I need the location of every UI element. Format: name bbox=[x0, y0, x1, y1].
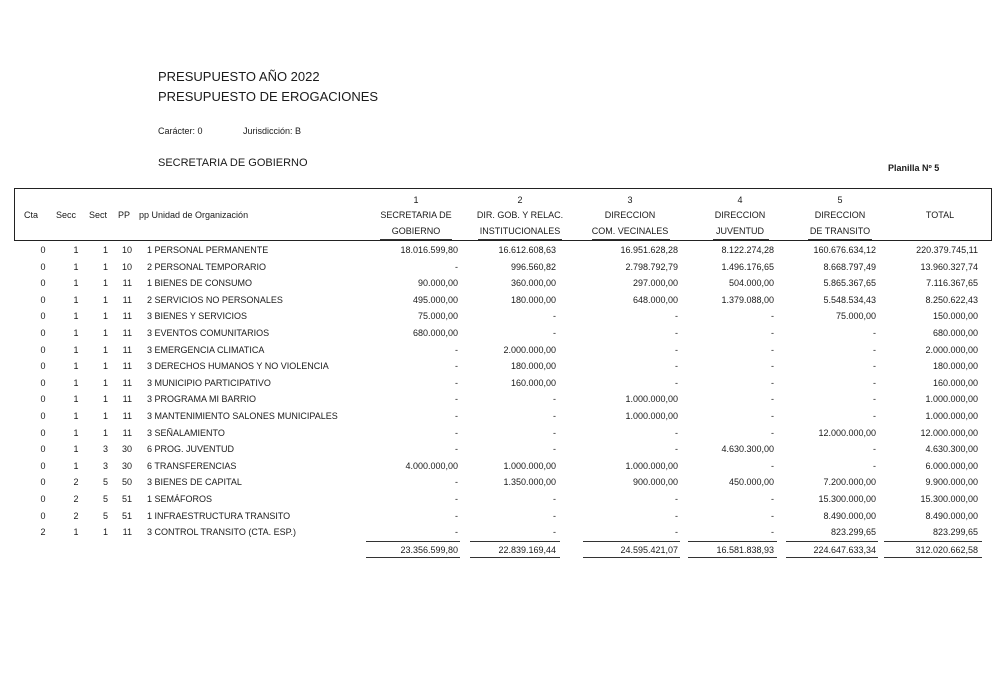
cell-total: 13.960.327,74 bbox=[920, 261, 978, 272]
cell-col4: - bbox=[771, 311, 774, 322]
cell-sect: 1 bbox=[102, 328, 108, 338]
cell-total: 8.490.000,00 bbox=[925, 510, 978, 521]
cell-col4: - bbox=[771, 344, 774, 355]
cell-col5: - bbox=[873, 377, 876, 388]
cell-total: 823.299,65 bbox=[932, 527, 978, 538]
cell-unidad: 3 MANTENIMIENTO SALONES MUNICIPALES bbox=[147, 411, 338, 421]
cell-cta: 2 bbox=[40, 527, 46, 538]
cell-total: 680.000,00 bbox=[932, 328, 978, 338]
cell-col2: 2.000.000,00 bbox=[503, 344, 556, 355]
cell-sect: 1 bbox=[102, 377, 108, 388]
col4-underline bbox=[713, 239, 769, 240]
cell-unidad: 1 PERSONAL PERMANENTE bbox=[147, 245, 269, 255]
cell-cta: 0 bbox=[40, 477, 46, 488]
cell-col1: - bbox=[455, 377, 458, 388]
cell-unidad: 2 SERVICIOS NO PERSONALES bbox=[147, 294, 283, 305]
cell-pp: 11 bbox=[122, 278, 132, 289]
total-bottom-line bbox=[786, 557, 878, 558]
total-top-line bbox=[470, 541, 560, 542]
col5-underline bbox=[808, 239, 872, 240]
cell-pp: 11 bbox=[122, 377, 132, 388]
cell-col5: - bbox=[873, 328, 876, 338]
cell-pp: 30 bbox=[121, 460, 132, 471]
cell-col3: - bbox=[675, 527, 678, 538]
col5-line2: DE TRANSITO bbox=[809, 226, 871, 236]
cell-col2: - bbox=[553, 394, 556, 405]
cell-col2: - bbox=[553, 527, 556, 538]
cell-total: 4.630.300,00 bbox=[925, 444, 978, 455]
cell-pp: 51 bbox=[121, 510, 132, 521]
cell-cta: 0 bbox=[40, 394, 46, 405]
cell-cta: 0 bbox=[40, 245, 46, 255]
cell-col1: 90.000,00 bbox=[417, 278, 458, 289]
cell-col4: 8.122.274,28 bbox=[721, 245, 774, 255]
col3-line2: COM. VECINALES bbox=[591, 226, 669, 236]
cell-unidad: 6 TRANSFERENCIAS bbox=[147, 460, 237, 471]
cell-secc: 2 bbox=[73, 510, 79, 521]
cell-pp: 10 bbox=[121, 245, 132, 255]
col-unidad: pp Unidad de Organización bbox=[139, 210, 249, 220]
cell-col4: - bbox=[771, 361, 774, 372]
cell-col2: - bbox=[553, 494, 556, 504]
cell-col5: 8.490.000,00 bbox=[823, 510, 876, 521]
cell-col4: - bbox=[771, 494, 774, 504]
cell-col4: 1.496.176,65 bbox=[721, 261, 774, 272]
total-top-line bbox=[583, 541, 680, 542]
cell-col2: - bbox=[553, 411, 556, 421]
cell-col3: 297.000,00 bbox=[632, 278, 678, 289]
cell-col4: - bbox=[771, 328, 774, 338]
cell-col3: - bbox=[675, 361, 678, 372]
cell-secc: 1 bbox=[73, 444, 79, 455]
total-top-line bbox=[786, 541, 878, 542]
cell-sect: 3 bbox=[102, 444, 108, 455]
cell-sect: 1 bbox=[102, 245, 108, 255]
cell-secc: 1 bbox=[73, 361, 79, 372]
document-title: PRESUPUESTO AÑO 2022 bbox=[158, 69, 320, 84]
cell-col3: - bbox=[675, 328, 678, 338]
total-top-line bbox=[884, 541, 982, 542]
cell-total: 15.300.000,00 bbox=[920, 494, 978, 504]
col1-line2: GOBIERNO bbox=[391, 226, 441, 236]
cell-col5: - bbox=[873, 394, 876, 405]
cell-sect: 1 bbox=[102, 278, 108, 289]
col-sect: Sect bbox=[89, 210, 108, 220]
cell-total: 8.250.622,43 bbox=[925, 294, 978, 305]
cell-secc: 1 bbox=[73, 278, 79, 289]
cell-col1: 75.000,00 bbox=[417, 311, 458, 322]
cell-sect: 5 bbox=[102, 477, 108, 488]
total-bottom-line bbox=[470, 557, 560, 558]
cell-col1: - bbox=[455, 361, 458, 372]
cell-secc: 1 bbox=[73, 411, 79, 421]
cell-col3: 16.951.628,28 bbox=[620, 245, 678, 255]
total-top-line bbox=[366, 541, 460, 542]
cell-col1: 4.000.000,00 bbox=[405, 460, 458, 471]
cell-col5: - bbox=[873, 344, 876, 355]
cell-cta: 0 bbox=[40, 510, 46, 521]
col2-line1: DIR. GOB. Y RELAC. bbox=[476, 210, 564, 220]
col-secc: Secc bbox=[56, 210, 77, 220]
cell-unidad: 3 EVENTOS COMUNITARIOS bbox=[147, 328, 270, 338]
cell-col4: 504.000,00 bbox=[728, 278, 774, 289]
cell-col5: 15.300.000,00 bbox=[818, 494, 876, 504]
cell-total: 7.116.367,65 bbox=[926, 278, 978, 289]
cell-col5: - bbox=[873, 361, 876, 372]
total-value: 22.839.169,44 bbox=[498, 545, 556, 555]
cell-col3: - bbox=[675, 427, 678, 438]
cell-unidad: 3 MUNICIPIO PARTICIPATIVO bbox=[147, 377, 271, 388]
total-bottom-line bbox=[583, 557, 680, 558]
cell-col5: 75.000,00 bbox=[835, 311, 876, 322]
cell-col4: 1.379.088,00 bbox=[721, 294, 774, 305]
col2-underline bbox=[478, 239, 562, 240]
cell-sect: 1 bbox=[102, 294, 108, 305]
cell-col2: 160.000,00 bbox=[510, 377, 556, 388]
total-bottom-line bbox=[884, 557, 982, 558]
cell-total: 12.000.000,00 bbox=[920, 427, 978, 438]
planilla-label: Planilla Nº 5 bbox=[888, 163, 940, 173]
col-pp: PP bbox=[118, 210, 131, 220]
cell-secc: 1 bbox=[73, 311, 79, 322]
cell-sect: 1 bbox=[102, 311, 108, 322]
cell-pp: 51 bbox=[121, 494, 132, 504]
cell-col3: - bbox=[675, 377, 678, 388]
cell-cta: 0 bbox=[40, 328, 46, 338]
cell-col5: 5.865.367,65 bbox=[823, 278, 876, 289]
cell-col4: - bbox=[771, 377, 774, 388]
col1-underline bbox=[380, 239, 452, 240]
cell-total: 1.000.000,00 bbox=[925, 411, 978, 421]
col2-number: 2 bbox=[517, 195, 523, 205]
cell-col3: 1.000.000,00 bbox=[625, 411, 678, 421]
cell-cta: 0 bbox=[40, 311, 46, 322]
cell-col3: - bbox=[675, 494, 678, 504]
col3-underline bbox=[592, 239, 670, 240]
cell-unidad: 1 BIENES DE CONSUMO bbox=[147, 278, 253, 289]
cell-cta: 0 bbox=[40, 427, 46, 438]
col4-line2: JUVENTUD bbox=[715, 226, 764, 236]
cell-col1: - bbox=[455, 477, 458, 488]
cell-pp: 30 bbox=[121, 444, 132, 455]
cell-col1: - bbox=[455, 427, 458, 438]
cell-col4: - bbox=[771, 411, 774, 421]
cell-col2: - bbox=[553, 328, 556, 338]
col4-number: 4 bbox=[737, 195, 743, 205]
cell-secc: 1 bbox=[73, 460, 79, 471]
cell-col5: 12.000.000,00 bbox=[818, 427, 876, 438]
cell-unidad: 3 DERECHOS HUMANOS Y NO VIOLENCIA bbox=[147, 361, 329, 372]
cell-col2: - bbox=[553, 510, 556, 521]
total-value: 23.356.599,80 bbox=[400, 545, 458, 555]
cell-secc: 1 bbox=[73, 328, 79, 338]
cell-unidad: 3 BIENES Y SERVICIOS bbox=[147, 311, 248, 322]
cell-secc: 2 bbox=[73, 494, 79, 504]
cell-secc: 1 bbox=[73, 394, 79, 405]
cell-pp: 10 bbox=[121, 261, 132, 272]
cell-sect: 1 bbox=[102, 261, 108, 272]
cell-col4: - bbox=[771, 427, 774, 438]
cell-col3: 2.798.792,79 bbox=[625, 261, 678, 272]
cell-unidad: 3 PROGRAMA MI BARRIO bbox=[147, 394, 257, 405]
cell-col5: 8.668.797,49 bbox=[823, 261, 876, 272]
cell-col5: 5.548.534,43 bbox=[823, 294, 876, 305]
cell-cta: 0 bbox=[40, 377, 46, 388]
cell-unidad: 1 SEMÁFOROS bbox=[147, 494, 213, 504]
cell-unidad: 3 EMERGENCIA CLIMATICA bbox=[147, 344, 265, 355]
cell-col4: 450.000,00 bbox=[728, 477, 774, 488]
table-right-border bbox=[991, 188, 992, 240]
cell-col2: 1.000.000,00 bbox=[503, 460, 556, 471]
cell-col5: 7.200.000,00 bbox=[823, 477, 876, 488]
cell-col1: - bbox=[455, 411, 458, 421]
cell-pp: 11 bbox=[122, 394, 132, 405]
cell-col4: 4.630.300,00 bbox=[721, 444, 774, 455]
cell-col3: 1.000.000,00 bbox=[625, 460, 678, 471]
cell-unidad: 3 CONTROL TRANSITO (CTA. ESP.) bbox=[147, 527, 297, 538]
cell-secc: 1 bbox=[73, 294, 79, 305]
cell-unidad: 3 SEÑALAMIENTO bbox=[147, 427, 225, 438]
cell-cta: 0 bbox=[40, 361, 46, 372]
col2-line2: INSTITUCIONALES bbox=[479, 226, 561, 236]
cell-sect: 1 bbox=[102, 394, 108, 405]
cell-cta: 0 bbox=[40, 344, 46, 355]
cell-secc: 1 bbox=[73, 245, 79, 255]
cell-cta: 0 bbox=[40, 261, 46, 272]
cell-col5: - bbox=[873, 460, 876, 471]
jurisdiccion-label: Jurisdicción: B bbox=[243, 126, 302, 136]
cell-col3: 900.000,00 bbox=[632, 477, 678, 488]
cell-unidad: 3 BIENES DE CAPITAL bbox=[147, 477, 242, 488]
col-total: TOTAL bbox=[925, 210, 955, 220]
cell-col5: - bbox=[873, 411, 876, 421]
cell-pp: 11 bbox=[122, 527, 132, 538]
cell-sect: 1 bbox=[102, 411, 108, 421]
cell-col2: 996.560,82 bbox=[510, 261, 556, 272]
col-cta: Cta bbox=[24, 210, 39, 220]
caracter-label: Carácter: 0 bbox=[158, 126, 203, 136]
secretaria-title: SECRETARIA DE GOBIERNO bbox=[158, 157, 308, 169]
cell-secc: 1 bbox=[73, 261, 79, 272]
cell-total: 220.379.745,11 bbox=[916, 245, 978, 255]
cell-pp: 11 bbox=[122, 344, 132, 355]
cell-cta: 0 bbox=[40, 444, 46, 455]
cell-sect: 1 bbox=[102, 361, 108, 372]
cell-cta: 0 bbox=[40, 460, 46, 471]
cell-secc: 1 bbox=[73, 427, 79, 438]
cell-total: 1.000.000,00 bbox=[925, 394, 978, 405]
cell-pp: 11 bbox=[122, 411, 132, 421]
cell-secc: 1 bbox=[73, 344, 79, 355]
total-value: 24.595.421,07 bbox=[620, 545, 678, 555]
cell-col2: 180.000,00 bbox=[510, 294, 556, 305]
cell-secc: 1 bbox=[73, 377, 79, 388]
document-subtitle: PRESUPUESTO DE EROGACIONES bbox=[158, 89, 379, 104]
table-header-bottom-border bbox=[14, 240, 992, 241]
cell-secc: 2 bbox=[73, 477, 79, 488]
cell-col1: - bbox=[455, 261, 458, 272]
cell-col1: - bbox=[455, 510, 458, 521]
cell-total: 150.000,00 bbox=[932, 311, 978, 322]
cell-pp: 11 bbox=[122, 328, 132, 338]
cell-col4: - bbox=[771, 527, 774, 538]
cell-cta: 0 bbox=[40, 294, 46, 305]
cell-secc: 1 bbox=[73, 527, 79, 538]
cell-pp: 11 bbox=[122, 361, 132, 372]
cell-col2: - bbox=[553, 311, 556, 322]
cell-col2: 1.350.000,00 bbox=[503, 477, 556, 488]
cell-col3: - bbox=[675, 344, 678, 355]
cell-unidad: 2 PERSONAL TEMPORARIO bbox=[147, 261, 267, 272]
col1-number: 1 bbox=[413, 195, 419, 205]
cell-col4: - bbox=[771, 460, 774, 471]
cell-cta: 0 bbox=[40, 411, 46, 421]
cell-sect: 1 bbox=[102, 527, 108, 538]
total-bottom-line bbox=[688, 557, 777, 558]
cell-col3: 648.000,00 bbox=[632, 294, 678, 305]
cell-sect: 1 bbox=[102, 344, 108, 355]
cell-col3: 1.000.000,00 bbox=[625, 394, 678, 405]
cell-total: 160.000,00 bbox=[932, 377, 978, 388]
cell-col3: - bbox=[675, 444, 678, 455]
cell-col2: 180.000,00 bbox=[510, 361, 556, 372]
cell-pp: 11 bbox=[122, 294, 132, 305]
cell-col1: - bbox=[455, 494, 458, 504]
cell-total: 2.000.000,00 bbox=[925, 344, 978, 355]
cell-pp: 11 bbox=[122, 311, 132, 322]
col5-line1: DIRECCION bbox=[814, 210, 866, 220]
cell-sect: 5 bbox=[102, 510, 108, 521]
cell-col2: 16.612.608,63 bbox=[498, 245, 556, 255]
total-value: 16.581.838,93 bbox=[716, 545, 774, 555]
total-top-line bbox=[688, 541, 777, 542]
cell-col5: 823.299,65 bbox=[830, 527, 876, 538]
cell-col1: 495.000,00 bbox=[412, 294, 458, 305]
cell-pp: 50 bbox=[121, 477, 132, 488]
cell-sect: 5 bbox=[102, 494, 108, 504]
cell-sect: 3 bbox=[102, 460, 108, 471]
col5-number: 5 bbox=[837, 195, 843, 205]
cell-col1: 680.000,00 bbox=[412, 328, 458, 338]
cell-col4: - bbox=[771, 510, 774, 521]
col3-number: 3 bbox=[627, 195, 633, 205]
cell-col4: - bbox=[771, 394, 774, 405]
cell-col5: - bbox=[873, 444, 876, 455]
total-value: 224.647.633,34 bbox=[813, 545, 876, 555]
cell-sect: 1 bbox=[102, 427, 108, 438]
cell-col2: 360.000,00 bbox=[510, 278, 556, 289]
cell-col1: - bbox=[455, 527, 458, 538]
total-bottom-line bbox=[366, 557, 460, 558]
col4-line1: DIRECCION bbox=[714, 210, 766, 220]
cell-cta: 0 bbox=[40, 494, 46, 504]
col3-line1: DIRECCION bbox=[604, 210, 656, 220]
total-value: 312.020.662,58 bbox=[915, 545, 978, 555]
cell-col3: - bbox=[675, 311, 678, 322]
table-top-border bbox=[14, 188, 992, 189]
cell-total: 6.000.000,00 bbox=[925, 460, 978, 471]
cell-col1: - bbox=[455, 344, 458, 355]
cell-col2: - bbox=[553, 444, 556, 455]
cell-unidad: 6 PROG. JUVENTUD bbox=[147, 444, 235, 455]
cell-col1: 18.016.599,80 bbox=[400, 245, 458, 255]
col1-line1: SECRETARIA DE bbox=[380, 210, 452, 220]
cell-total: 180.000,00 bbox=[932, 361, 978, 372]
cell-unidad: 1 INFRAESTRUCTURA TRANSITO bbox=[147, 510, 291, 521]
cell-total: 9.900.000,00 bbox=[925, 477, 978, 488]
cell-col3: - bbox=[675, 510, 678, 521]
cell-col1: - bbox=[455, 394, 458, 405]
cell-col2: - bbox=[553, 427, 556, 438]
cell-pp: 11 bbox=[122, 427, 132, 438]
cell-cta: 0 bbox=[40, 278, 46, 289]
table-left-border bbox=[14, 188, 15, 240]
cell-col1: - bbox=[455, 444, 458, 455]
cell-col5: 160.676.634,12 bbox=[813, 245, 876, 255]
